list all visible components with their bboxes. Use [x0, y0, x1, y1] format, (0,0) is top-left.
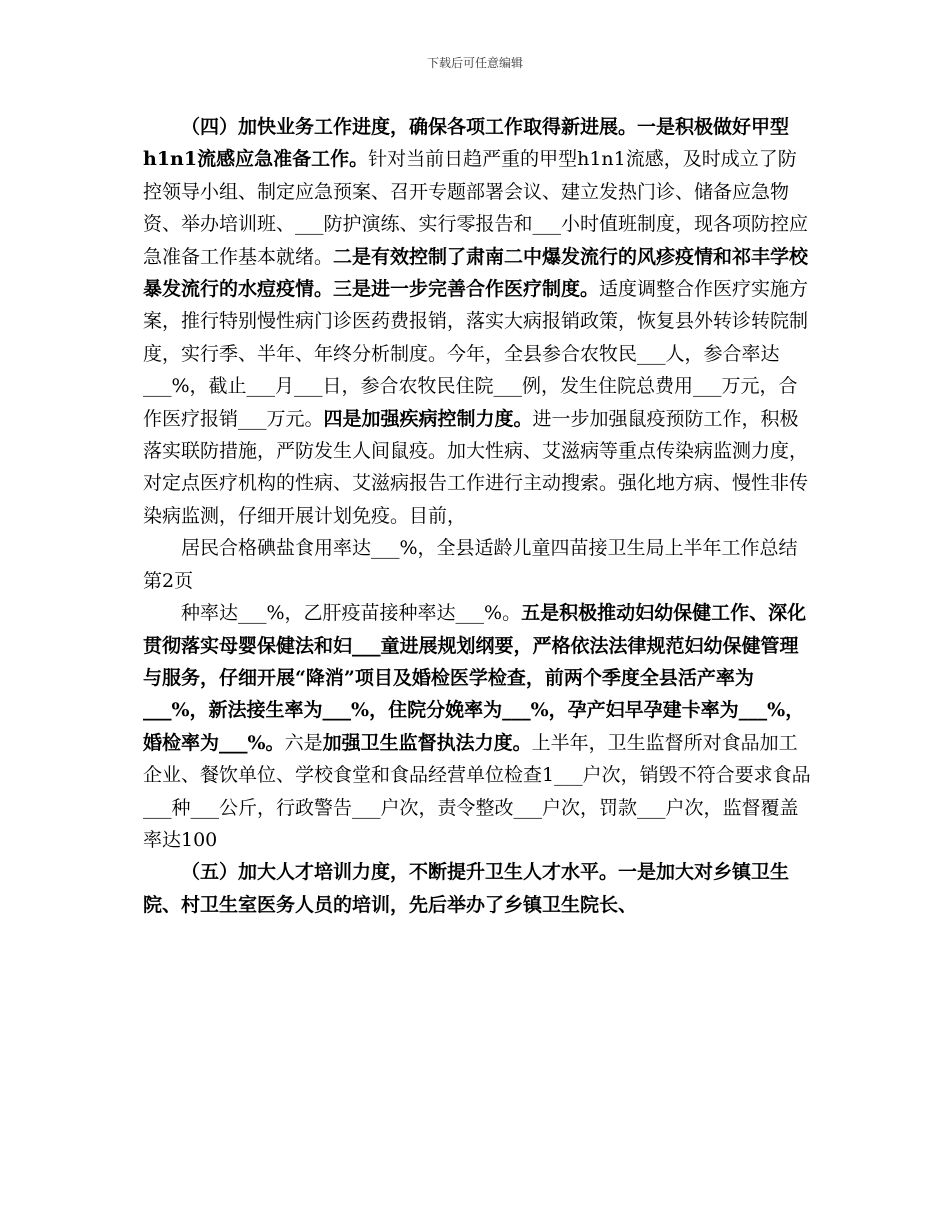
text-span: 四是加强疾病控制力度。 [323, 407, 533, 430]
text-span: 针对当前日趋严重的甲型h1n1流感，及时成立了防控领导小组、制定应急预案、召开专题部署会议、建立发热门诊、储备应急物资、举办培训班、___防护演练、实行零报告和___小时值班制度，现各项防控应急准备工作基本就绪。 [143, 148, 809, 268]
paragraph-iodine [143, 532, 811, 597]
text-span: 种率达___%，乙肝疫苗接种率达___%。 [181, 602, 522, 625]
paragraph-section-4 [143, 111, 811, 532]
text-span: 上半年，卫生监督所对食品加工企业、餐饮单位、学校食堂和食品经营单位检查1___户次，销毁不符合要求食品___种___公斤，行政警告___户次，责令整改___户次，罚款___户次，监督覆盖率达100 [143, 731, 811, 851]
text-span: 六是 [284, 731, 323, 754]
text-span: 适度调整合作医疗实施方案，推行特别慢性病门诊医药费报销，落实大病报销政策，恢复县外转诊转院制度，实行季、半年、年终分析制度。今年，全县参合农牧民___人，参合率达___%，截止___月___日，参合农牧民住院___例，发生住院总费用___万元，合作医疗报销___万元。 [143, 278, 809, 430]
paragraph-vaccination [143, 597, 811, 856]
text-span: 加强卫生监督执法力度。 [322, 731, 532, 754]
text-span: 二是有效控制了肃南二中爆发流行的风疹疫情和祁丰学校暴发流行的水痘疫情。三是进一步完善合作医疗制度。 [143, 245, 809, 301]
text-span: （五）加大人才培训力度，不断提升卫生人才水平。一是加大对乡镇卫生院、村卫生室医务人员的培训，先后举办了乡镇卫生院长、 [143, 861, 790, 916]
page-header: 下载后可任意编辑 [426, 56, 523, 70]
text-span: 进一步加强鼠疫预防工作，积极落实联防措施，严防发生人间鼠疫。加大性病、艾滋病等重点传染病监测力度，对定点医疗机构的性病、艾滋病报告工作进行主动搜索。强化地方病、慢性非传染病监测，仔细开展计划免疫。目前， [143, 407, 809, 527]
text-span: 居民合格碘盐食用率达___%，全县适龄儿童四苗接卫生局上半年工作总结第2页 [143, 537, 798, 592]
document-body [143, 111, 811, 921]
text-span: 五是积极推动妇幼保健工作、深化贯彻落实母婴保健法和妇___童进展规划纲要，严格依法法律规范妇幼保健管理与服务，仔细开展“降消”项目及婚检医学检查，前两个季度全县活产率为___%，新法接生率为___%，住院分娩率为___%，孕产妇早孕建卡率为___%，婚检率为___%。 [143, 602, 807, 754]
text-span: （四）加快业务工作进度，确保各项工作取得新进展。一是积极做好甲型h1n1流感应急准备工作。 [143, 116, 790, 171]
paragraph-section-5 [143, 856, 811, 921]
